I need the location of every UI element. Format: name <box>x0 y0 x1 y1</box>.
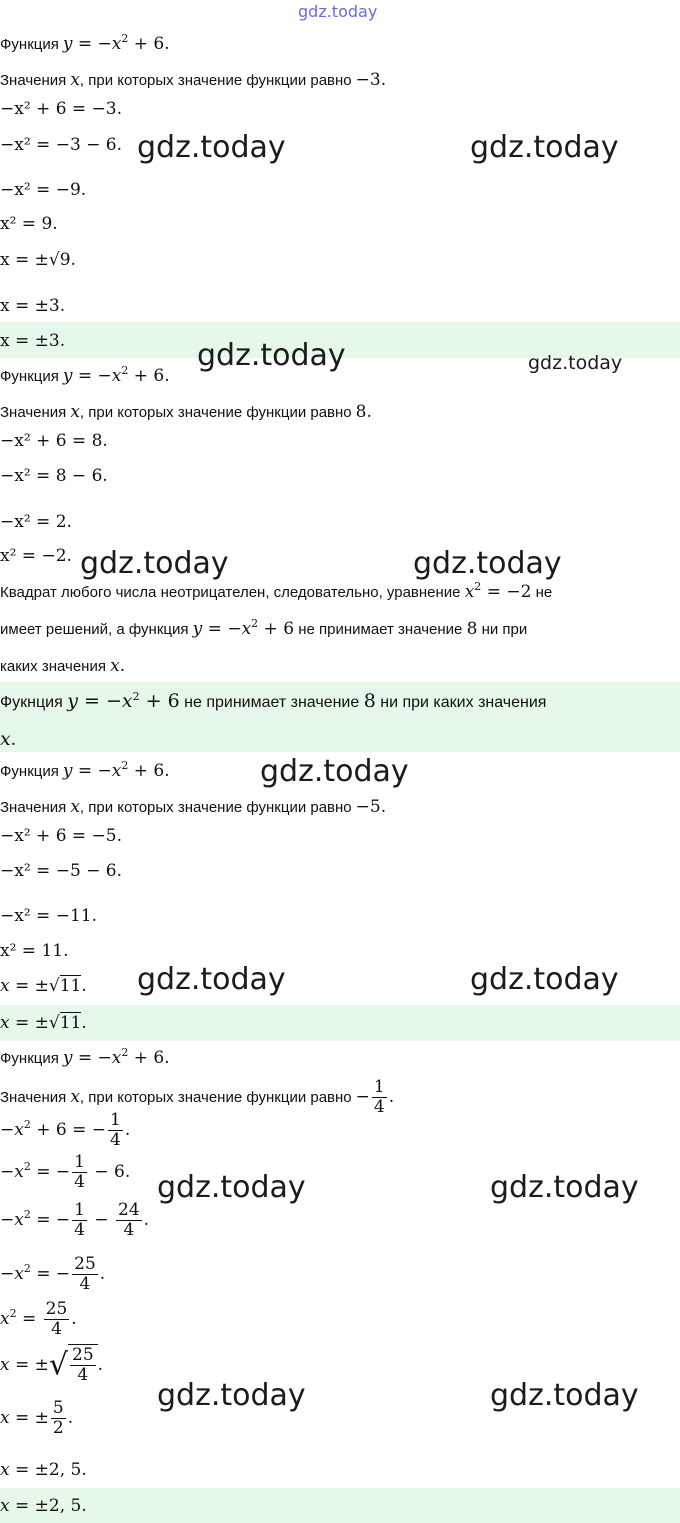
watermark: gdz.today <box>80 546 229 581</box>
equation-line: −x² = −9. <box>0 180 87 200</box>
watermark: gdz.today <box>157 1170 306 1205</box>
watermark: gdz.today <box>197 338 346 373</box>
value-question-3: Значения x, при которых значение функции равно −5. <box>0 797 387 817</box>
watermark: gdz.today <box>413 546 562 581</box>
watermark: gdz.today <box>137 130 286 165</box>
watermark: gdz.today <box>470 962 619 997</box>
value-question-1: Значения x, при которых значение функции равно −3. <box>0 70 387 90</box>
answer: Фукнция $y = -x^2 + 6$ не принимает значение 8 ни при каких значения x. <box>0 690 547 750</box>
watermark: gdz.today <box>490 1170 639 1205</box>
answer-highlight <box>0 1005 680 1041</box>
watermark: gdz.today <box>137 962 286 997</box>
answer: x = ±√11. <box>0 1013 87 1033</box>
equation-line: x = ±2, 5. <box>0 1460 87 1480</box>
equation-line: −x² = −5 − 6. <box>0 861 123 881</box>
watermark: gdz.today <box>490 1378 639 1413</box>
equation-line: x² = 11. <box>0 941 69 961</box>
equation-line: x² = 9. <box>0 214 58 234</box>
function-definition-3: Функция $y = -x^2 + 6$. <box>0 759 170 781</box>
answer: x = ±3. <box>0 331 66 351</box>
watermark: gdz.today <box>157 1378 306 1413</box>
equation-line: x = ±√11. <box>0 976 87 996</box>
answer-highlight <box>0 1488 680 1523</box>
equation-line: −x² = 2. <box>0 512 72 532</box>
equation-line: −x² + 6 = −5. <box>0 826 123 846</box>
equation-line: x = ±√9. <box>0 250 76 270</box>
equation-line: $-x^2$ = − $\frac{1}{4}$ − 6. <box>0 1152 131 1192</box>
equation-line: x² = −2. <box>0 546 72 566</box>
answer: x = ±2, 5. <box>0 1496 87 1516</box>
function-definition-4: Функция $y = -x^2 + 6$. <box>0 1046 170 1068</box>
equation-line: x = ± $\frac{5}{2}$ . <box>0 1398 74 1438</box>
equation-line: x = ±√ $\frac{25}{4}$ . <box>0 1345 104 1385</box>
watermark: gdz.today <box>260 754 409 789</box>
equation-line: −x² + 6 = −3. <box>0 99 123 119</box>
explanation-paragraph: Квадрат любого числа неотрицателен, следовательно, уравнение $x^2 = -2$ не имеет решений, а функция $y = -x^2 + 6$ не принимает значение 8 ни при каких значения x. <box>0 580 553 676</box>
equation-line: −x² = −3 − 6. <box>0 135 123 155</box>
watermark-top: gdz.today <box>298 2 378 21</box>
equation-line: $-x^2 + 6$ = − $\frac{1}{4}$ . <box>0 1110 131 1150</box>
equation-line: $-x^2$ = − $\frac{25}{4}$ . <box>0 1254 106 1294</box>
function-definition-2: Функция $y = -x^2 + 6$. <box>0 364 170 386</box>
watermark: gdz.today <box>528 352 623 374</box>
value-question-2: Значения x, при которых значение функции равно 8. <box>0 402 372 422</box>
equation-line: −x² + 6 = 8. <box>0 431 108 451</box>
equation-line: $x^2$ = $\frac{25}{4}$ . <box>0 1299 77 1339</box>
equation-line: −x² = 8 − 6. <box>0 466 108 486</box>
equation-line: x = ±3. <box>0 296 66 316</box>
watermark: gdz.today <box>470 130 619 165</box>
equation-line: $-x^2$ = − $\frac{1}{4}$ − $\frac{24}{4}$ . <box>0 1200 150 1240</box>
equation-line: −x² = −11. <box>0 906 97 926</box>
function-definition-1: Функция $y = -x^2 + 6$. <box>0 32 170 54</box>
value-question-4: Значения x, при которых значение функции равно − $\frac{1}{4}$ . <box>0 1077 395 1117</box>
